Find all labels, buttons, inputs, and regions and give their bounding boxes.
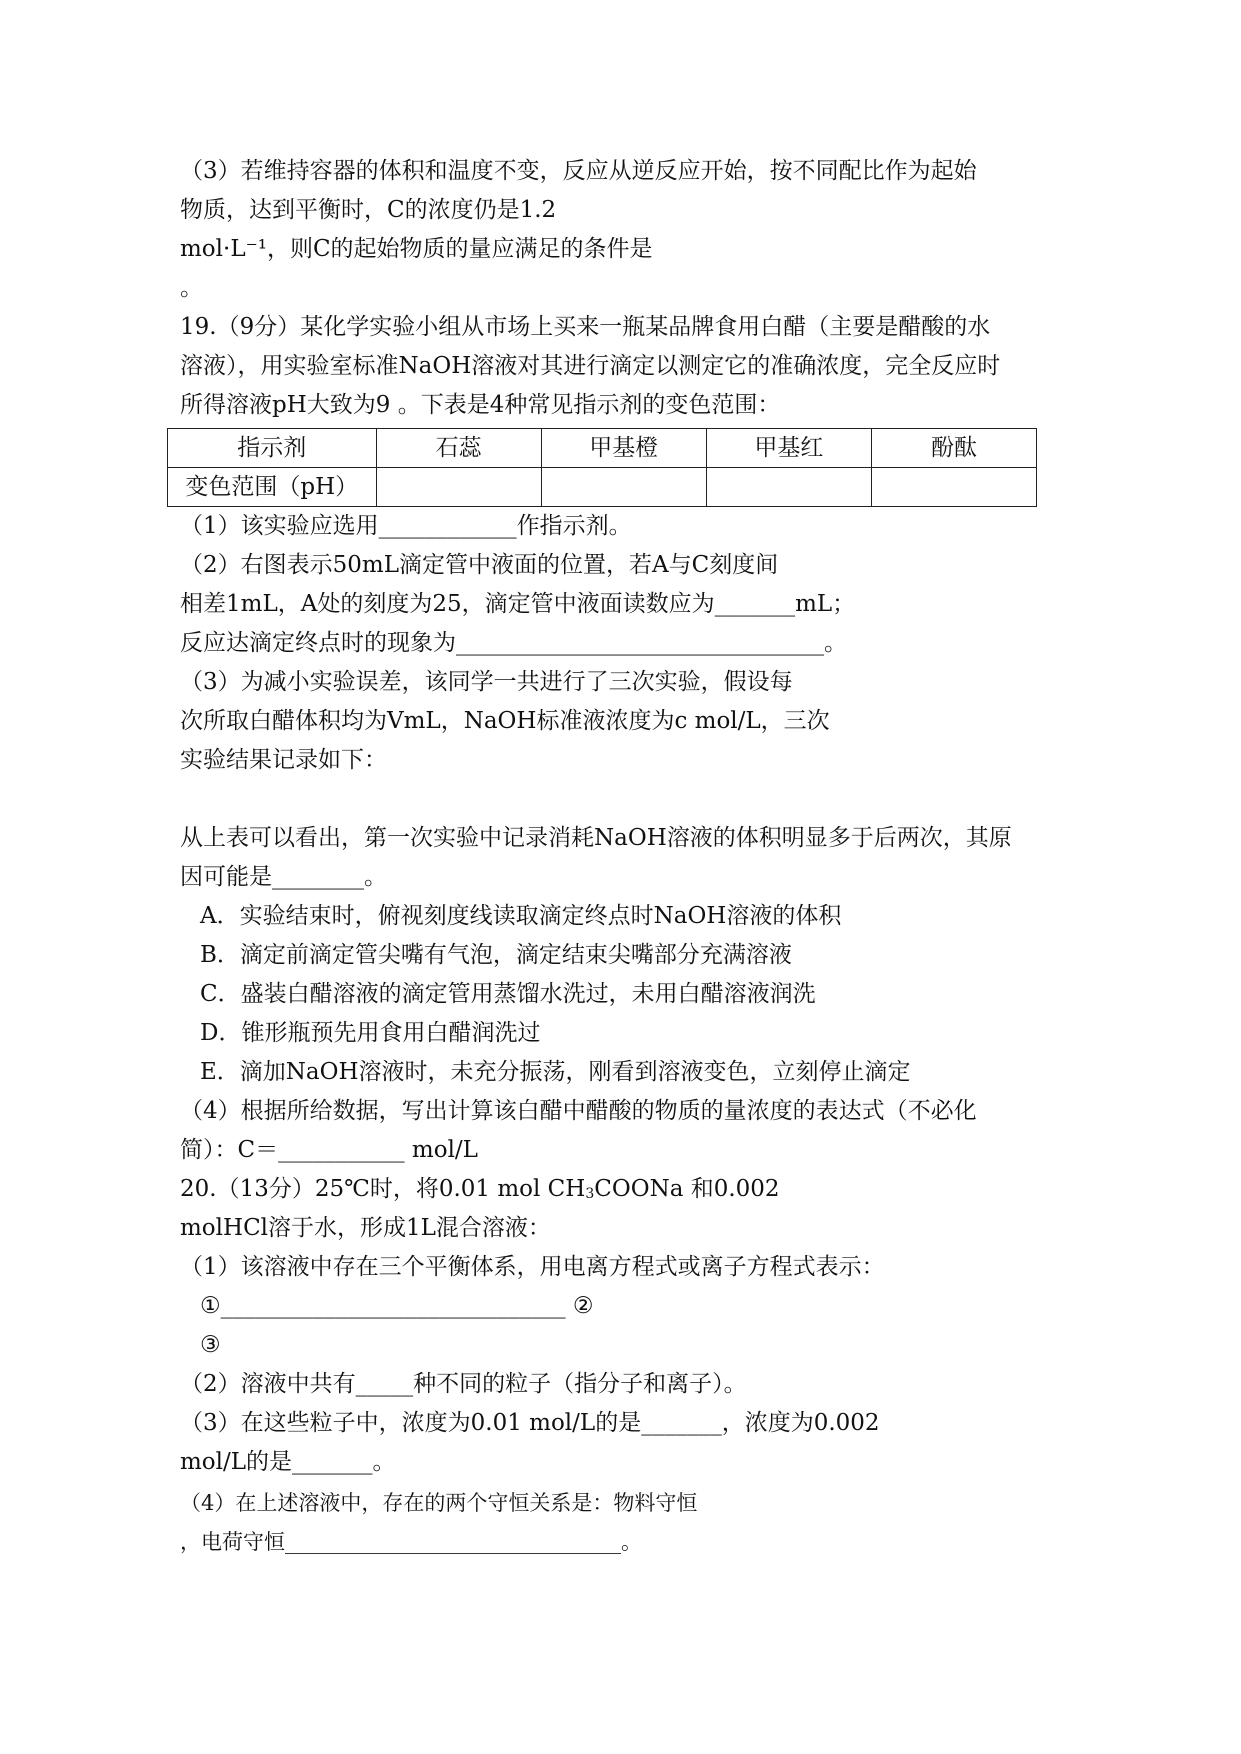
q19-stem-line3: 所得溶液pH大致为9 。下表是4种常见指示剂的变色范围： bbox=[180, 392, 781, 418]
q19-part3-line5: 因可能是________。 bbox=[180, 864, 387, 890]
option-c: C．盛装白醋溶液的滴定管用蒸馏水洗过，未用白醋溶液润洗 bbox=[200, 981, 816, 1007]
table-header-phenolphthalein: 酚酞 bbox=[871, 429, 1036, 468]
q20-stem-line2: molHCl溶于水，形成1L混合溶液： bbox=[180, 1215, 551, 1241]
q20-stem-text-b: COONa 和0.002 bbox=[594, 1176, 780, 1202]
indicator-table-header-row bbox=[168, 429, 1037, 468]
q19-part2-line2: 相差1mL，A处的刻度为25，滴定管中液面读数应为_______mL； bbox=[180, 591, 856, 617]
q19-stem-line1: 19.（9分）某化学实验小组从市场上买来一瓶某品牌食用白醋（主要是醋酸的水 bbox=[180, 314, 991, 340]
q19-stem-line2: 溶液），用实验室标准NaOH溶液对其进行滴定以测定它的准确浓度，完全反应时 bbox=[180, 353, 1001, 379]
table-cell bbox=[871, 468, 1036, 507]
q19-part1: （1）该实验应选用____________作指示剂。 bbox=[180, 513, 632, 539]
q19-part2-line1: （2）右图表示50mL滴定管中液面的位置，若A与C刻度间 bbox=[180, 552, 779, 578]
table-cell bbox=[541, 468, 706, 507]
q19-part3-line2: 次所取白醋体积均为VmL，NaOH标准液浓度为c mol/L，三次 bbox=[180, 708, 830, 734]
q18-part3-line1: （3）若维持容器的体积和温度不变，反应从逆反应开始，按不同配比作为起始 bbox=[180, 158, 977, 184]
q19-part3-line4: 从上表可以看出，第一次实验中记录消耗NaOH溶液的体积明显多于后两次，其原 bbox=[180, 825, 1012, 851]
q18-part3-line3: mol·L⁻¹，则C的起始物质的量应满足的条件是 bbox=[180, 236, 653, 262]
table-cell bbox=[706, 468, 871, 507]
q20-stem-subscript: 3 bbox=[585, 1186, 595, 1202]
table-cell bbox=[376, 468, 541, 507]
q20-stem-line1 bbox=[180, 1174, 780, 1209]
table-header-litmus: 石蕊 bbox=[376, 429, 541, 468]
table-header-indicator: 指示剂 bbox=[168, 429, 377, 468]
q20-part4-line2: ，电荷守恒________________________________。 bbox=[180, 1530, 642, 1554]
q19-part4-line1: （4）根据所给数据，写出计算该白醋中醋酸的物质的量浓度的表达式（不必化 bbox=[180, 1098, 977, 1124]
indicator-table bbox=[167, 428, 1037, 507]
q20-part2: （2）溶液中共有_____种不同的粒子（指分子和离子）。 bbox=[180, 1371, 747, 1397]
q20-part3-line2: mol/L的是_______。 bbox=[180, 1449, 396, 1475]
table-header-methyl-red: 甲基红 bbox=[706, 429, 871, 468]
q20-part3-line1: （3）在这些粒子中，浓度为0.01 mol/L的是_______，浓度为0.002 bbox=[180, 1410, 880, 1436]
q20-part1: （1）该溶液中存在三个平衡体系，用电离方程式或离子方程式表示： bbox=[180, 1254, 885, 1280]
q19-part2-line3: 反应达滴定终点时的现象为________________________________。 bbox=[180, 630, 847, 656]
option-a: A．实验结束时，俯视刻度线读取滴定终点时NaOH溶液的体积 bbox=[200, 903, 842, 929]
q20-part1-blank-3: ③ bbox=[200, 1332, 221, 1358]
option-b: B．滴定前滴定管尖嘴有气泡，滴定结束尖嘴部分充满溶液 bbox=[200, 942, 792, 968]
q20-stem-text-a: 20.（13分）25℃时，将0.01 mol CH bbox=[180, 1176, 586, 1202]
q18-part3-line2: 物质，达到平衡时，C的浓度仍是1.2 bbox=[180, 197, 557, 223]
option-d: D．锥形瓶预先用食用白醋润洗过 bbox=[200, 1020, 541, 1046]
indicator-table-range-row bbox=[168, 468, 1037, 507]
option-e: E．滴加NaOH溶液时，未充分振荡，刚看到溶液变色，立刻停止滴定 bbox=[200, 1059, 911, 1085]
q19-part3-line1: （3）为减小实验误差，该同学一共进行了三次实验，假设每 bbox=[180, 669, 793, 695]
q19-part3-line3: 实验结果记录如下： bbox=[180, 747, 387, 773]
table-header-methyl-orange: 甲基橙 bbox=[541, 429, 706, 468]
table-row-label: 变色范围（pH） bbox=[168, 468, 377, 507]
q20-part4-line1: （4）在上述溶液中，存在的两个守恒关系是：物料守恒 bbox=[180, 1491, 698, 1515]
q19-part4-line2: 简）：C＝___________ mol/L bbox=[180, 1137, 478, 1163]
q18-part3-line4: 。 bbox=[180, 275, 203, 301]
q20-part1-blank-1-2: ①______________________________ ② bbox=[200, 1293, 594, 1319]
